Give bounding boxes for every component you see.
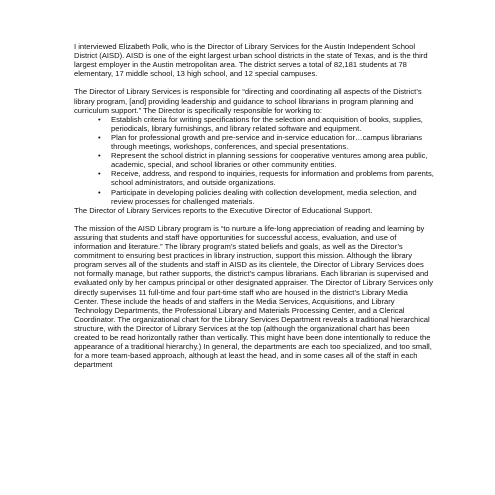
mission-paragraph: The mission of the AISD Library program is “to nurture a life-long appreciation of reading and learning by assuring that students and staff have opportunities for successful access, evaluation, and use of information and literature.” The library program’s stated beliefs and goals, as well as the Director’s commitment to ensuring best practices in library instruction, support this mission. Although the library program serves all of the students and staff in AISD as its clientele, the Director of Library Services does not formally manage, but rather supports, the district’s campus librarians. Each librarian is supervised and evaluated only by her campus principal or other designated appraiser. The Director of Library Services only directly supervises 11 full-time and four part-time staff who are housed in the district’s Library Media Center. These include the heads of and staffers in the Media Services, Acquisitions, and Library Technology Departments, the Professional Library and Materials Processing Center, and a Clerical Coordinator. The organizational chart for the Library Services Department reveals a traditional hierarchical structure, with the Director of Library Services at the top (although the organizational chart has been created to be read horizontally rather than vertically. This might have been done intentionally to reduce the appearance of a traditional hierarchy.) In general, the departments are each too specialized, and too small, for a more team-based approach, although at least the head, and in some cases all of the staff in each department [74, 223, 434, 370]
document-body [74, 42, 434, 369]
bullet-icon: • [98, 187, 101, 197]
list-item [98, 151, 434, 170]
list-item-text: Represent the school district in planning sessions for cooperative ventures among area public, academic, special, and school libraries or other community entities. [111, 151, 428, 170]
reporting-paragraph: The Director of Library Services reports to the Executive Director of Educational Support. [74, 205, 373, 215]
paragraph-gap [74, 78, 434, 87]
bullet-icon: • [98, 132, 101, 142]
bullet-icon: • [98, 114, 101, 124]
list-item-text: Participate in developing policies dealing with collection development, media selection, and review processes for challenged materials. [111, 187, 417, 206]
bullet-icon: • [98, 151, 101, 161]
list-item [98, 169, 434, 188]
list-item [98, 114, 434, 133]
list-item-text: Plan for professional growth and pre-service and in-service education for…campus librarians through meetings, workshops, conferences, and special presentations. [111, 132, 423, 152]
list-item-text: Receive, address, and respond to inquiries, requests for information and problems from parents, school administrators, and outside organizations. [111, 169, 434, 188]
list-item [98, 132, 434, 152]
intro-paragraph: I interviewed Elizabeth Polk, who is the Director of Library Services for the Austin Independent School District (AISD). AISD is one of the eight largest urban school districts in the state of Texas, and is the third largest employer in the Austin metropolitan area. The district serves a total of 82,181 students at 78 elementary, 17 middle school, 13 high school, and 12 special campuses. [74, 42, 428, 79]
paragraph-gap [74, 215, 434, 224]
responsibilities-paragraph: The Director of Library Services is responsible for “directing and coordinating all aspects of the District’s library program, [and] providing leadership and guidance to school librarians in program planning and curriculum support.” The Director is specifically responsible for working to: [74, 87, 422, 115]
responsibilities-list [74, 115, 434, 206]
list-item-text: Establish criteria for writing specifications for the selection and acquisition of books, supplies, periodicals, library furnishings, and library related software and equipment. [111, 114, 423, 133]
list-item [98, 187, 434, 206]
bullet-icon: • [98, 169, 101, 179]
